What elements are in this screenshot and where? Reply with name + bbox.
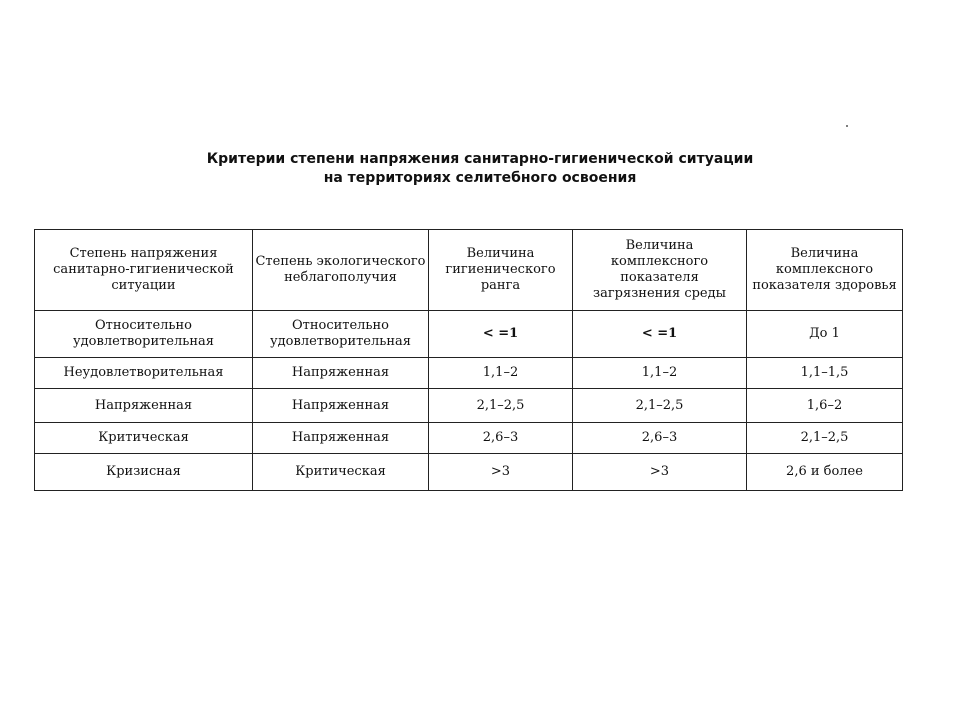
table-cell: 2,6–3 bbox=[429, 423, 573, 454]
table-cell: < =1 bbox=[573, 311, 747, 358]
table-row bbox=[35, 389, 903, 423]
criteria-table bbox=[34, 229, 903, 491]
table-cell: 2,6 и более bbox=[747, 454, 903, 491]
table-title-line-1: Критерии степени напряжения санитарно-гигиенической ситуации bbox=[206, 151, 754, 167]
table-cell: Относительно удовлетворительная bbox=[35, 311, 253, 358]
table-cell: 2,1–2,5 bbox=[429, 389, 573, 423]
table-cell: >3 bbox=[429, 454, 573, 491]
table-cell: 1,6–2 bbox=[747, 389, 903, 423]
table-cell: Относительно удовлетворительная bbox=[253, 311, 429, 358]
header-cell-hygienic-rank: Величина гигиенического ранга bbox=[429, 230, 573, 311]
header-cell-tension-degree: Степень напряжения санитарно-гигиенической ситуации bbox=[35, 230, 253, 311]
table-cell: 2,6–3 bbox=[573, 423, 747, 454]
table-cell: Кризисная bbox=[35, 454, 253, 491]
header-cell-health-index: Величина комплексного показателя здоровья bbox=[747, 230, 903, 311]
table-cell: До 1 bbox=[747, 311, 903, 358]
table-cell: >3 bbox=[573, 454, 747, 491]
table-row bbox=[35, 311, 903, 358]
header-cell-ecological-degree: Степень экологического неблагополучия bbox=[253, 230, 429, 311]
table-header-row bbox=[35, 230, 903, 311]
table-cell: 1,1–1,5 bbox=[747, 358, 903, 389]
table-row bbox=[35, 358, 903, 389]
table-cell: Критическая bbox=[35, 423, 253, 454]
table-cell: Неудовлетворительная bbox=[35, 358, 253, 389]
table-cell: 1,1–2 bbox=[429, 358, 573, 389]
table-cell: Напряженная bbox=[253, 389, 429, 423]
table-title bbox=[130, 150, 830, 188]
table-cell: 1,1–2 bbox=[573, 358, 747, 389]
table-cell: Напряженная bbox=[253, 423, 429, 454]
table-cell: 2,1–2,5 bbox=[573, 389, 747, 423]
table-row bbox=[35, 454, 903, 491]
table-cell: Напряженная bbox=[35, 389, 253, 423]
table-cell: Критическая bbox=[253, 454, 429, 491]
table-cell: < =1 bbox=[429, 311, 573, 358]
table-cell: Напряженная bbox=[253, 358, 429, 389]
table-title-line-2: на территориях селитебного освоения bbox=[323, 170, 637, 186]
table-cell: 2,1–2,5 bbox=[747, 423, 903, 454]
table-row bbox=[35, 423, 903, 454]
header-cell-pollution-index: Величина комплексного показателя загрязнения среды bbox=[573, 230, 747, 311]
scan-speck bbox=[846, 125, 848, 127]
